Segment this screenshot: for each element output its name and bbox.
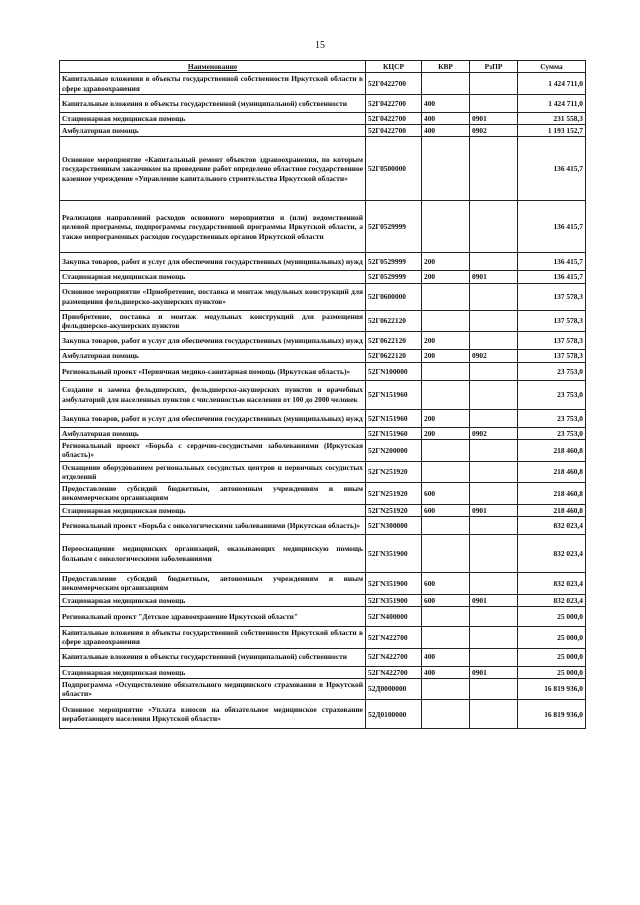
cell-kcsr: 52ГN151960 xyxy=(366,409,422,427)
cell-sum: 25 000,0 xyxy=(518,606,586,626)
cell-kcsr: 52ГN151960 xyxy=(366,380,422,409)
cell-sum: 137 578,3 xyxy=(518,310,586,332)
cell-name: Основное мероприятие «Приобретение, поставка и монтаж модульных конструкций для размещения фельдшерско-акушерских пунктов» xyxy=(60,283,366,310)
cell-rzpr xyxy=(470,700,518,729)
cell-rzpr xyxy=(470,517,518,535)
cell-kcsr: 52ГN300000 xyxy=(366,517,422,535)
cell-sum: 137 578,3 xyxy=(518,350,586,362)
cell-name: Приобретение, поставка и монтаж модульных конструкций для размещения фельдшерско-акушерских пунктов xyxy=(60,310,366,332)
cell-name: Стационарная медицинская помощь xyxy=(60,666,366,678)
cell-kcsr: 52ГN100000 xyxy=(366,362,422,380)
cell-sum: 218 460,8 xyxy=(518,439,586,461)
cell-kvr: 600 xyxy=(422,594,470,606)
cell-kvr: 200 xyxy=(422,350,470,362)
cell-kcsr: 52ГN351900 xyxy=(366,535,422,573)
cell-kcsr: 52ГN200000 xyxy=(366,439,422,461)
table-row xyxy=(60,283,586,310)
table-row xyxy=(60,700,586,729)
cell-name: Капитальные вложения в объекты государственной (муниципальной) собственности xyxy=(60,94,366,112)
cell-name: Региональный проект «Борьба с сердечно-сосудистыми заболеваниями (Иркутская область)» xyxy=(60,439,366,461)
cell-kvr xyxy=(422,201,470,253)
table-row xyxy=(60,678,586,700)
table-row xyxy=(60,112,586,124)
page-number: 15 xyxy=(315,40,325,51)
cell-rzpr: 0902 xyxy=(470,350,518,362)
cell-rzpr: 0901 xyxy=(470,594,518,606)
cell-kvr: 200 xyxy=(422,271,470,283)
cell-kcsr: 52Г0529999 xyxy=(366,201,422,253)
cell-name: Закупка товаров, работ и услуг для обеспечения государственных (муниципальных) нужд xyxy=(60,332,366,350)
table-row xyxy=(60,648,586,666)
cell-name: Переоснащение медицинских организаций, оказывающих медицинскую помощь больным с онкологическими заболеваниями xyxy=(60,535,366,573)
column-header-sum: Сумма xyxy=(518,61,586,73)
cell-rzpr xyxy=(470,73,518,95)
cell-sum: 218 460,8 xyxy=(518,461,586,483)
cell-rzpr xyxy=(470,483,518,505)
cell-kcsr: 52ГN351900 xyxy=(366,594,422,606)
table-row xyxy=(60,73,586,95)
cell-kvr xyxy=(422,678,470,700)
cell-sum: 16 819 936,0 xyxy=(518,700,586,729)
cell-name: Подпрограмма «Осуществление обязательного медицинского страхования в Иркутской области» xyxy=(60,678,366,700)
cell-rzpr xyxy=(470,626,518,648)
cell-kcsr: 52Г0600000 xyxy=(366,283,422,310)
cell-kcsr: 52Д0100000 xyxy=(366,700,422,729)
cell-sum: 1 193 152,7 xyxy=(518,125,586,137)
cell-rzpr xyxy=(470,461,518,483)
cell-kcsr: 52ГN251920 xyxy=(366,461,422,483)
cell-rzpr xyxy=(470,380,518,409)
cell-name: Региональный проект «Борьба с онкологическими заболеваниями (Иркутская область)» xyxy=(60,517,366,535)
cell-rzpr: 0901 xyxy=(470,666,518,678)
cell-kcsr: 52Г0622120 xyxy=(366,350,422,362)
cell-rzpr xyxy=(470,253,518,271)
column-header-name: Наименование xyxy=(60,61,366,73)
cell-rzpr xyxy=(470,310,518,332)
cell-kcsr: 52ГN251920 xyxy=(366,504,422,516)
table-body xyxy=(60,73,586,729)
cell-kcsr: 52Г0422700 xyxy=(366,125,422,137)
cell-kvr: 200 xyxy=(422,253,470,271)
cell-kvr: 200 xyxy=(422,409,470,427)
table-row xyxy=(60,594,586,606)
table-row xyxy=(60,461,586,483)
cell-rzpr xyxy=(470,535,518,573)
cell-kvr xyxy=(422,461,470,483)
cell-kcsr: 52Г0422700 xyxy=(366,94,422,112)
table-row xyxy=(60,362,586,380)
cell-rzpr xyxy=(470,332,518,350)
cell-name: Стационарная медицинская помощь xyxy=(60,271,366,283)
cell-sum: 25 000,0 xyxy=(518,648,586,666)
cell-sum: 1 424 711,0 xyxy=(518,73,586,95)
cell-sum: 23 753,0 xyxy=(518,427,586,439)
cell-kcsr: 52Г0622120 xyxy=(366,332,422,350)
table-row xyxy=(60,332,586,350)
cell-name: Амбулаторная помощь xyxy=(60,427,366,439)
cell-kvr xyxy=(422,535,470,573)
cell-rzpr xyxy=(470,648,518,666)
cell-name: Региональный проект «Первичная медико-санитарная помощь (Иркутская область)» xyxy=(60,362,366,380)
table-row xyxy=(60,427,586,439)
cell-kcsr: 52Г0622120 xyxy=(366,310,422,332)
table-row xyxy=(60,439,586,461)
table-row xyxy=(60,535,586,573)
cell-rzpr xyxy=(470,409,518,427)
cell-kvr xyxy=(422,137,470,201)
cell-sum: 218 460,8 xyxy=(518,483,586,505)
column-header-rzpr: РзПР xyxy=(470,61,518,73)
cell-rzpr: 0902 xyxy=(470,427,518,439)
cell-sum: 136 415,7 xyxy=(518,253,586,271)
cell-sum: 25 000,0 xyxy=(518,666,586,678)
table-row xyxy=(60,94,586,112)
cell-kcsr: 52Д0000000 xyxy=(366,678,422,700)
cell-kcsr: 52Г0422700 xyxy=(366,112,422,124)
cell-rzpr xyxy=(470,439,518,461)
cell-kcsr: 52Г0500000 xyxy=(366,137,422,201)
cell-kvr: 600 xyxy=(422,504,470,516)
cell-sum: 23 753,0 xyxy=(518,362,586,380)
cell-kcsr: 52ГN400000 xyxy=(366,606,422,626)
cell-name: Капитальные вложения в объекты государственной собственности Иркутской области в сфере здравоохранения xyxy=(60,73,366,95)
cell-kvr: 400 xyxy=(422,112,470,124)
cell-rzpr xyxy=(470,606,518,626)
cell-kvr: 400 xyxy=(422,666,470,678)
table-row xyxy=(60,483,586,505)
cell-sum: 136 415,7 xyxy=(518,137,586,201)
cell-rzpr xyxy=(470,94,518,112)
cell-sum: 832 023,4 xyxy=(518,517,586,535)
cell-name: Капитальные вложения в объекты государственной собственности Иркутской области в сфере здравоохранения xyxy=(60,626,366,648)
cell-rzpr xyxy=(470,201,518,253)
cell-name: Основное мероприятие «Капитальный ремонт объектов здравоохранения, по которым государственным заказчиком на проведение работ определено областное государственное казенное учреждение «Управление капитального строительства Иркутской области» xyxy=(60,137,366,201)
table-row xyxy=(60,606,586,626)
cell-kcsr: 52ГN251920 xyxy=(366,483,422,505)
cell-kvr: 200 xyxy=(422,332,470,350)
cell-sum: 23 753,0 xyxy=(518,380,586,409)
cell-name: Оснащение оборудованием региональных сосудистых центров и первичных сосудистых отделений xyxy=(60,461,366,483)
cell-kcsr: 52Г0422700 xyxy=(366,73,422,95)
table-row xyxy=(60,409,586,427)
cell-kvr xyxy=(422,606,470,626)
cell-name: Закупка товаров, работ и услуг для обеспечения государственных (муниципальных) нужд xyxy=(60,409,366,427)
cell-rzpr: 0901 xyxy=(470,271,518,283)
cell-kcsr: 52Г0529999 xyxy=(366,253,422,271)
column-header-kcsr: КЦСР xyxy=(366,61,422,73)
cell-name: Предоставление субсидий бюджетным, автономным учреждениям и иным некоммерческим организациям xyxy=(60,483,366,505)
table-row xyxy=(60,271,586,283)
table-row xyxy=(60,350,586,362)
cell-kvr: 600 xyxy=(422,573,470,595)
cell-sum: 16 819 936,0 xyxy=(518,678,586,700)
table-row xyxy=(60,666,586,678)
cell-sum: 136 415,7 xyxy=(518,271,586,283)
cell-sum: 832 023,4 xyxy=(518,594,586,606)
cell-sum: 25 000,0 xyxy=(518,626,586,648)
cell-kvr: 400 xyxy=(422,94,470,112)
cell-kvr xyxy=(422,380,470,409)
cell-kvr: 200 xyxy=(422,427,470,439)
cell-kvr: 600 xyxy=(422,483,470,505)
cell-sum: 23 753,0 xyxy=(518,409,586,427)
cell-name: Стационарная медицинская помощь xyxy=(60,504,366,516)
cell-kvr: 400 xyxy=(422,125,470,137)
cell-kvr xyxy=(422,517,470,535)
cell-rzpr: 0901 xyxy=(470,112,518,124)
cell-rzpr xyxy=(470,573,518,595)
cell-sum: 218 460,8 xyxy=(518,504,586,516)
cell-name: Стационарная медицинская помощь xyxy=(60,112,366,124)
cell-rzpr xyxy=(470,678,518,700)
cell-name: Амбулаторная помощь xyxy=(60,350,366,362)
column-header-kvr: КВР xyxy=(422,61,470,73)
cell-rzpr xyxy=(470,362,518,380)
cell-kvr xyxy=(422,73,470,95)
cell-rzpr xyxy=(470,137,518,201)
cell-name: Реализация направлений расходов основного мероприятия и (или) ведомственной целевой программы, подпрограммы государственной программы Иркутской области, а также непрограммных расходов государственных органов Иркутской области xyxy=(60,201,366,253)
table-row xyxy=(60,310,586,332)
cell-sum: 136 415,7 xyxy=(518,201,586,253)
cell-kcsr: 52ГN151960 xyxy=(366,427,422,439)
table-row xyxy=(60,380,586,409)
cell-kcsr: 52ГN422700 xyxy=(366,626,422,648)
cell-sum: 832 023,4 xyxy=(518,573,586,595)
table-row xyxy=(60,504,586,516)
cell-name: Основное мероприятие «Уплата взносов на обязательное медицинское страхование неработающего населения Иркутской области» xyxy=(60,700,366,729)
table-row xyxy=(60,125,586,137)
cell-kvr: 400 xyxy=(422,648,470,666)
budget-table xyxy=(59,60,586,729)
cell-kvr xyxy=(422,626,470,648)
cell-name: Закупка товаров, работ и услуг для обеспечения государственных (муниципальных) нужд xyxy=(60,253,366,271)
cell-name: Предоставление субсидий бюджетным, автономным учреждениям и иным некоммерческим организациям xyxy=(60,573,366,595)
table-row xyxy=(60,201,586,253)
cell-kcsr: 52ГN351900 xyxy=(366,573,422,595)
table-row xyxy=(60,137,586,201)
cell-kvr xyxy=(422,439,470,461)
cell-sum: 231 558,3 xyxy=(518,112,586,124)
table-row xyxy=(60,253,586,271)
cell-kcsr: 52ГN422700 xyxy=(366,666,422,678)
cell-kvr xyxy=(422,700,470,729)
cell-sum: 1 424 711,0 xyxy=(518,94,586,112)
cell-kvr xyxy=(422,283,470,310)
cell-rzpr: 0901 xyxy=(470,504,518,516)
cell-sum: 137 578,3 xyxy=(518,283,586,310)
cell-name: Амбулаторная помощь xyxy=(60,125,366,137)
cell-kcsr: 52Г0529999 xyxy=(366,271,422,283)
cell-sum: 832 023,4 xyxy=(518,535,586,573)
table-row xyxy=(60,626,586,648)
cell-kvr xyxy=(422,310,470,332)
cell-rzpr xyxy=(470,283,518,310)
cell-kvr xyxy=(422,362,470,380)
cell-sum: 137 578,3 xyxy=(518,332,586,350)
cell-kcsr: 52ГN422700 xyxy=(366,648,422,666)
cell-name: Региональный проект "Детское здравоохранение Иркутской области" xyxy=(60,606,366,626)
cell-name: Создание и замена фельдшерских, фельдшерско-акушерских пунктов и врачебных амбулаторий для населенных пунктов с численностью населения от 100 до 2000 человек xyxy=(60,380,366,409)
table-row xyxy=(60,573,586,595)
table-row xyxy=(60,517,586,535)
cell-name: Стационарная медицинская помощь xyxy=(60,594,366,606)
table-header-row xyxy=(60,61,586,73)
cell-name: Капитальные вложения в объекты государственной (муниципальной) собственности xyxy=(60,648,366,666)
cell-rzpr: 0902 xyxy=(470,125,518,137)
